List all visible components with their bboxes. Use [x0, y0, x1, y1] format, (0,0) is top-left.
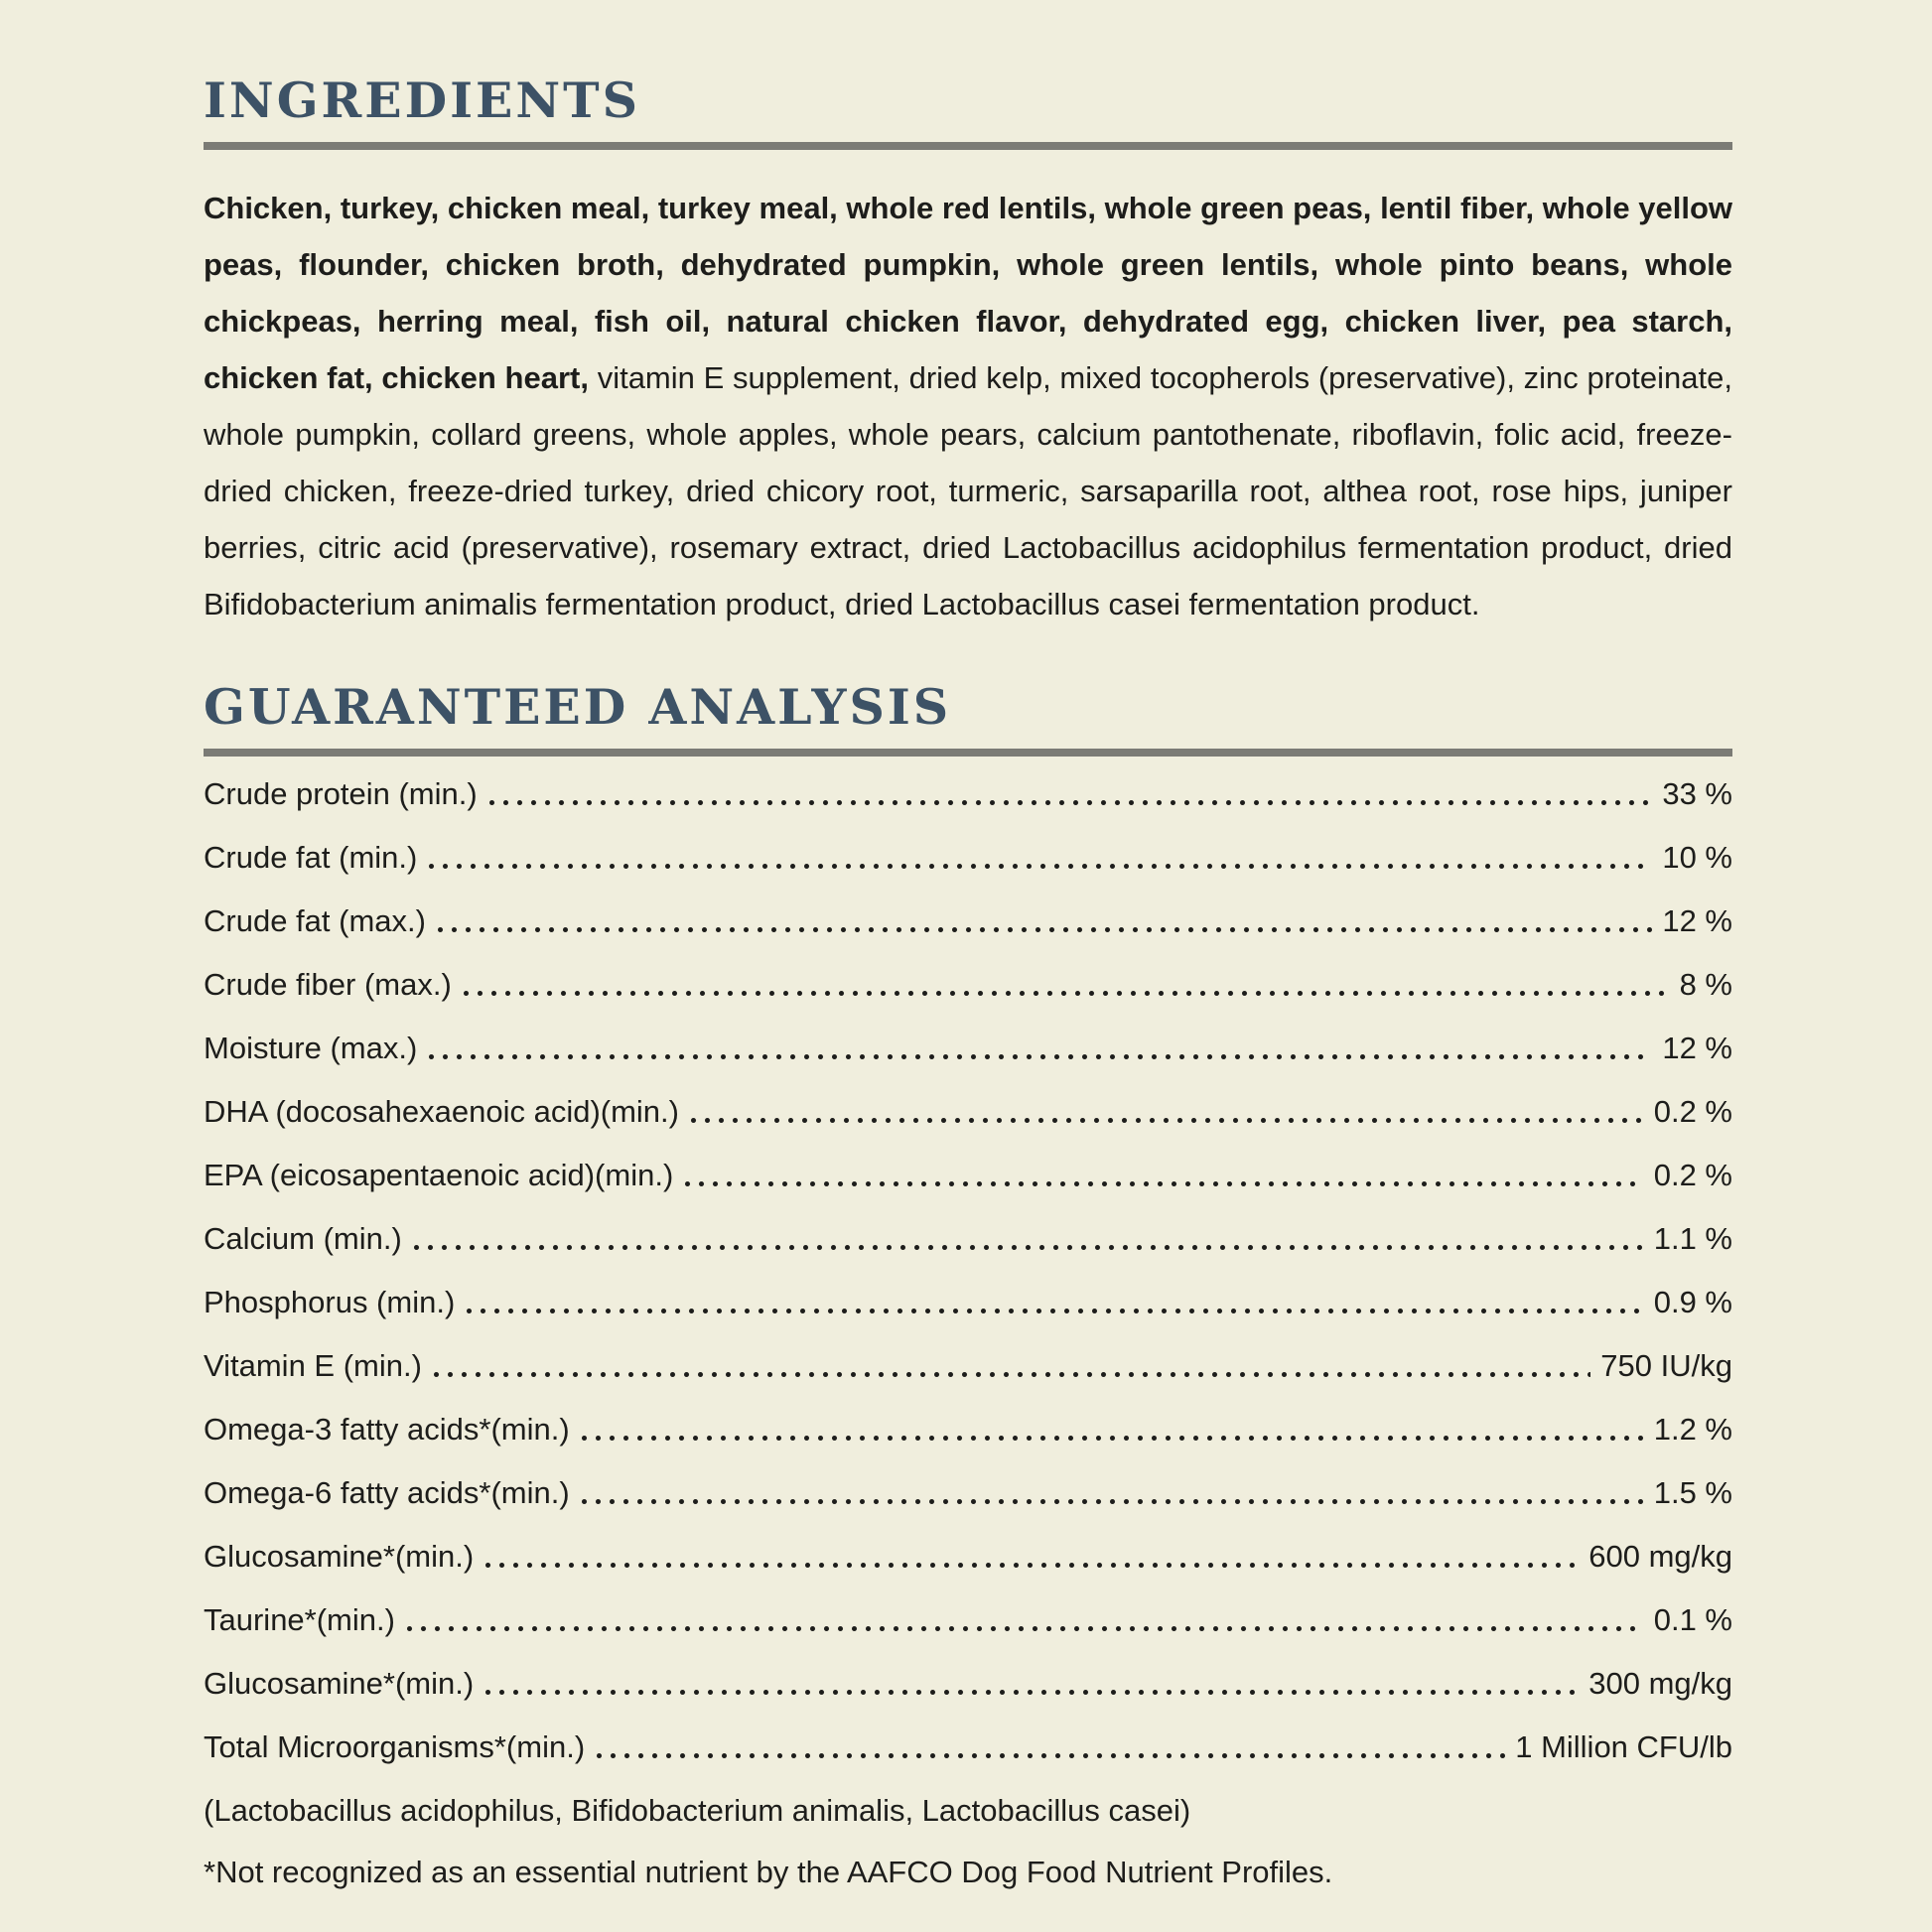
analysis-row-label: Phosphorus (min.): [204, 1285, 456, 1319]
ingredients-divider: [204, 142, 1732, 150]
leader-dots: [597, 1753, 1505, 1758]
ingredients-text: [204, 180, 1732, 632]
analysis-row: [204, 1729, 1732, 1765]
analysis-rows: [204, 776, 1732, 1765]
analysis-row-value: 8 %: [1679, 967, 1732, 1002]
analysis-row-label: DHA (docosahexaenoic acid)(min.): [204, 1094, 679, 1129]
analysis-row-label: Crude protein (min.): [204, 776, 478, 811]
leader-dots: [434, 1372, 1590, 1377]
analysis-row-value: 10 %: [1662, 840, 1732, 875]
analysis-row-label: Moisture (max.): [204, 1031, 418, 1065]
analysis-row-value: 300 mg/kg: [1588, 1666, 1732, 1701]
analysis-row: [204, 1031, 1732, 1066]
analysis-row-value: 1.2 %: [1653, 1412, 1732, 1447]
analysis-divider: [204, 749, 1732, 757]
ingredients-bold-text: Chicken, turkey, chicken meal, turkey meal, whole red lentils, whole green peas, lentil fiber, whole yellow peas, flounder, chicken broth, dehydrated pumpkin, whole green lentils, whole pinto beans, whole chickpeas, herring meal, fish oil, natural chicken flavor, dehydrated egg, chicken liver, pea starch, chicken fat, chicken heart,: [204, 191, 1732, 395]
guaranteed-analysis-section: [204, 678, 1732, 1890]
analysis-row: [204, 1348, 1732, 1384]
analysis-row-label: Omega-3 fatty acids*(min.): [204, 1412, 570, 1447]
analysis-row: [204, 840, 1732, 876]
leader-dots: [407, 1626, 1644, 1631]
leader-dots: [485, 1563, 1579, 1568]
analysis-row-value: 12 %: [1662, 903, 1732, 938]
ingredients-section: [204, 71, 1732, 632]
label-content: [204, 71, 1732, 1890]
analysis-row: [204, 903, 1732, 939]
leader-dots: [414, 1245, 1644, 1250]
analysis-row: [204, 1412, 1732, 1448]
analysis-row-label: EPA (eicosapentaenoic acid)(min.): [204, 1158, 674, 1192]
analysis-row: [204, 1539, 1732, 1575]
analysis-row: [204, 1602, 1732, 1638]
aafco-footnote: *Not recognized as an essential nutrient by the AAFCO Dog Food Nutrient Profiles.: [204, 1855, 1333, 1889]
analysis-row: [204, 1158, 1732, 1193]
analysis-row-value: 1.1 %: [1653, 1221, 1732, 1256]
leader-dots: [467, 1309, 1643, 1313]
analysis-row-value: 0.2 %: [1653, 1158, 1732, 1192]
analysis-row-label: Omega-6 fatty acids*(min.): [204, 1475, 570, 1510]
analysis-row: [204, 1285, 1732, 1320]
analysis-row-label: Vitamin E (min.): [204, 1348, 422, 1383]
analysis-row-label: Glucosamine*(min.): [204, 1539, 475, 1574]
analysis-row-value: 0.1 %: [1653, 1602, 1732, 1637]
analysis-row: [204, 967, 1732, 1003]
analysis-row: [204, 1094, 1732, 1130]
analysis-row-value: 33 %: [1662, 776, 1732, 811]
analysis-row: [204, 1666, 1732, 1702]
leader-dots: [691, 1118, 1644, 1123]
microorganisms-note: (Lactobacillus acidophilus, Bifidobacterium animalis, Lactobacillus casei): [204, 1793, 1191, 1828]
analysis-heading: GUARANTEED ANALYSIS: [204, 678, 952, 736]
leader-dots: [582, 1436, 1644, 1441]
ingredients-heading: INGREDIENTS: [204, 71, 641, 129]
leader-dots: [464, 991, 1670, 996]
leader-dots: [438, 927, 1652, 932]
analysis-row-value: 0.2 %: [1653, 1094, 1732, 1129]
analysis-row-label: Crude fiber (max.): [204, 967, 452, 1002]
analysis-row-label: Calcium (min.): [204, 1221, 402, 1256]
analysis-row-label: Crude fat (max.): [204, 903, 426, 938]
leader-dots: [485, 1690, 1579, 1695]
analysis-row: [204, 776, 1732, 812]
leader-dots: [489, 800, 1653, 805]
analysis-row-label: Glucosamine*(min.): [204, 1666, 475, 1701]
leader-dots: [582, 1499, 1644, 1504]
leader-dots: [429, 1054, 1652, 1059]
analysis-row-label: Total Microorganisms*(min.): [204, 1729, 586, 1764]
leader-dots: [429, 864, 1652, 869]
analysis-row-value: 1 Million CFU/lb: [1515, 1729, 1732, 1764]
analysis-row-value: 0.9 %: [1653, 1285, 1732, 1319]
analysis-row-value: 12 %: [1662, 1031, 1732, 1065]
leader-dots: [685, 1181, 1643, 1186]
analysis-row: [204, 1221, 1732, 1257]
analysis-row-label: Crude fat (min.): [204, 840, 418, 875]
analysis-row-value: 600 mg/kg: [1588, 1539, 1732, 1574]
analysis-row: [204, 1475, 1732, 1511]
analysis-row-value: 750 IU/kg: [1600, 1348, 1732, 1383]
analysis-row-value: 1.5 %: [1653, 1475, 1732, 1510]
analysis-row-label: Taurine*(min.): [204, 1602, 395, 1637]
ingredients-regular-text: vitamin E supplement, dried kelp, mixed tocopherols (preservative), zinc proteinate, whole pumpkin, collard greens, whole apples, whole pears, calcium pantothenate, riboflavin, folic acid, freeze-dried chicken, freeze-dried turkey, dried chicory root, turmeric, sarsaparilla root, althea root, rose hips, juniper berries, citric acid (preservative), rosemary extract, dried Lactobacillus acidophilus fermentation product, dried Bifidobacterium animalis fermentation product, dried Lactobacillus casei fermentation product.: [204, 360, 1732, 621]
